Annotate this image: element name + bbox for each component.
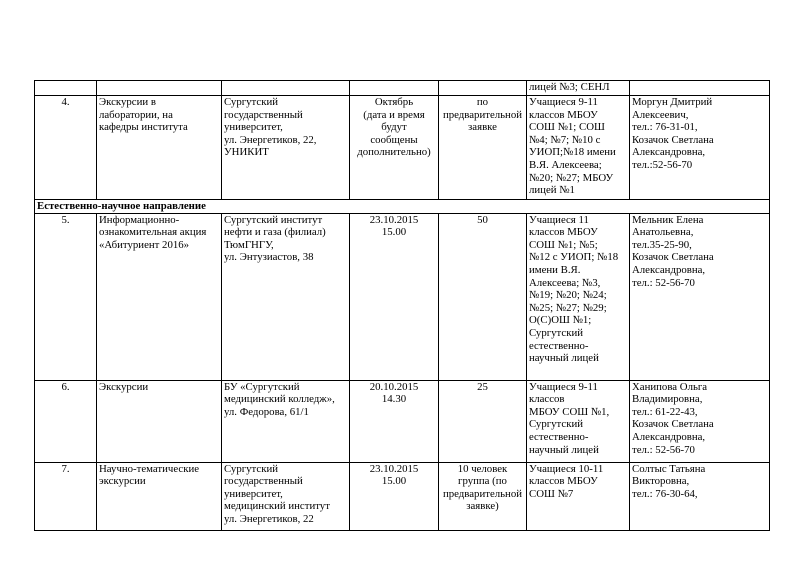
event-venue: Сургутский государственный университет, ул. Энергетиков, 22, УНИКИТ: [222, 96, 350, 200]
event-date: 20.10.2015 14.30: [350, 380, 439, 462]
event-date: Октябрь (дата и время будут сообщены дополнительно): [350, 96, 439, 200]
section-row: [35, 200, 770, 214]
contact-persons: [630, 81, 770, 96]
event-name: Информационно- ознакомительная акция «Абитуриент 2016»: [97, 213, 222, 380]
participant-count: 50: [439, 213, 527, 380]
contact-persons: Солтыс Татьяна Викторовна, тел.: 76-30-64,: [630, 462, 770, 530]
table-row: [35, 380, 770, 462]
events-table: [34, 80, 770, 531]
participant-count: 25: [439, 380, 527, 462]
table-row: [35, 462, 770, 530]
event-venue: БУ «Сургутский медицинский колледж», ул. Федорова, 61/1: [222, 380, 350, 462]
participant-count: 10 человек группа (по предварительной заявке): [439, 462, 527, 530]
participants: Учащиеся 9-11 классов МБОУ СОШ №1; СОШ №4; №7; №10 с УИОП;№18 имени В.Я. Алексеева; №20; №27; МБОУ лицей №1: [527, 96, 630, 200]
event-venue: Сургутский институт нефти и газа (филиал) ТюмГНГУ, ул. Энтузиастов, 38: [222, 213, 350, 380]
event-date: 23.10.2015 15.00: [350, 213, 439, 380]
event-name: Экскурсии: [97, 380, 222, 462]
participants: Учащиеся 9-11 классов МБОУ СОШ №1, Сургутский естественно- научный лицей: [527, 380, 630, 462]
row-number: [35, 81, 97, 96]
event-date: [350, 81, 439, 96]
section-title: Естественно-научное направление: [35, 200, 770, 214]
table-row: [35, 213, 770, 380]
participant-count: по предварительной заявке: [439, 96, 527, 200]
event-name: Экскурсии в лаборатории, на кафедры института: [97, 96, 222, 200]
event-venue: [222, 81, 350, 96]
participant-count: [439, 81, 527, 96]
row-number: 4.: [35, 96, 97, 200]
table-row: [35, 81, 770, 96]
contact-persons: Ханипова Ольга Владимировна, тел.: 61-22-43, Козачок Светлана Александровна, тел.: 52-56-70: [630, 380, 770, 462]
event-name: [97, 81, 222, 96]
contact-persons: Моргун Дмитрий Алексеевич, тел.: 76-31-01, Козачок Светлана Александровна, тел.:52-56-70: [630, 96, 770, 200]
participants: Учащиеся 10-11 классов МБОУ СОШ №7: [527, 462, 630, 530]
row-number: 5.: [35, 213, 97, 380]
event-name: Научно-тематические экскурсии: [97, 462, 222, 530]
event-venue: Сургутский государственный университет, медицинский институт ул. Энергетиков, 22: [222, 462, 350, 530]
contact-persons: Мельник Елена Анатольевна, тел.35-25-90, Козачок Светлана Александровна, тел.: 52-56-70: [630, 213, 770, 380]
row-number: 7.: [35, 462, 97, 530]
event-date: 23.10.2015 15.00: [350, 462, 439, 530]
row-number: 6.: [35, 380, 97, 462]
table-row: [35, 96, 770, 200]
participants: Учащиеся 11 классов МБОУ СОШ №1; №5; №12 с УИОП; №18 имени В.Я. Алексеева; №3, №19; №20; №24; №25; №27; №29; О(С)ОШ №1; Сургутский естественно- научный лицей: [527, 213, 630, 380]
participants: лицей №3; СЕНЛ: [527, 81, 630, 96]
